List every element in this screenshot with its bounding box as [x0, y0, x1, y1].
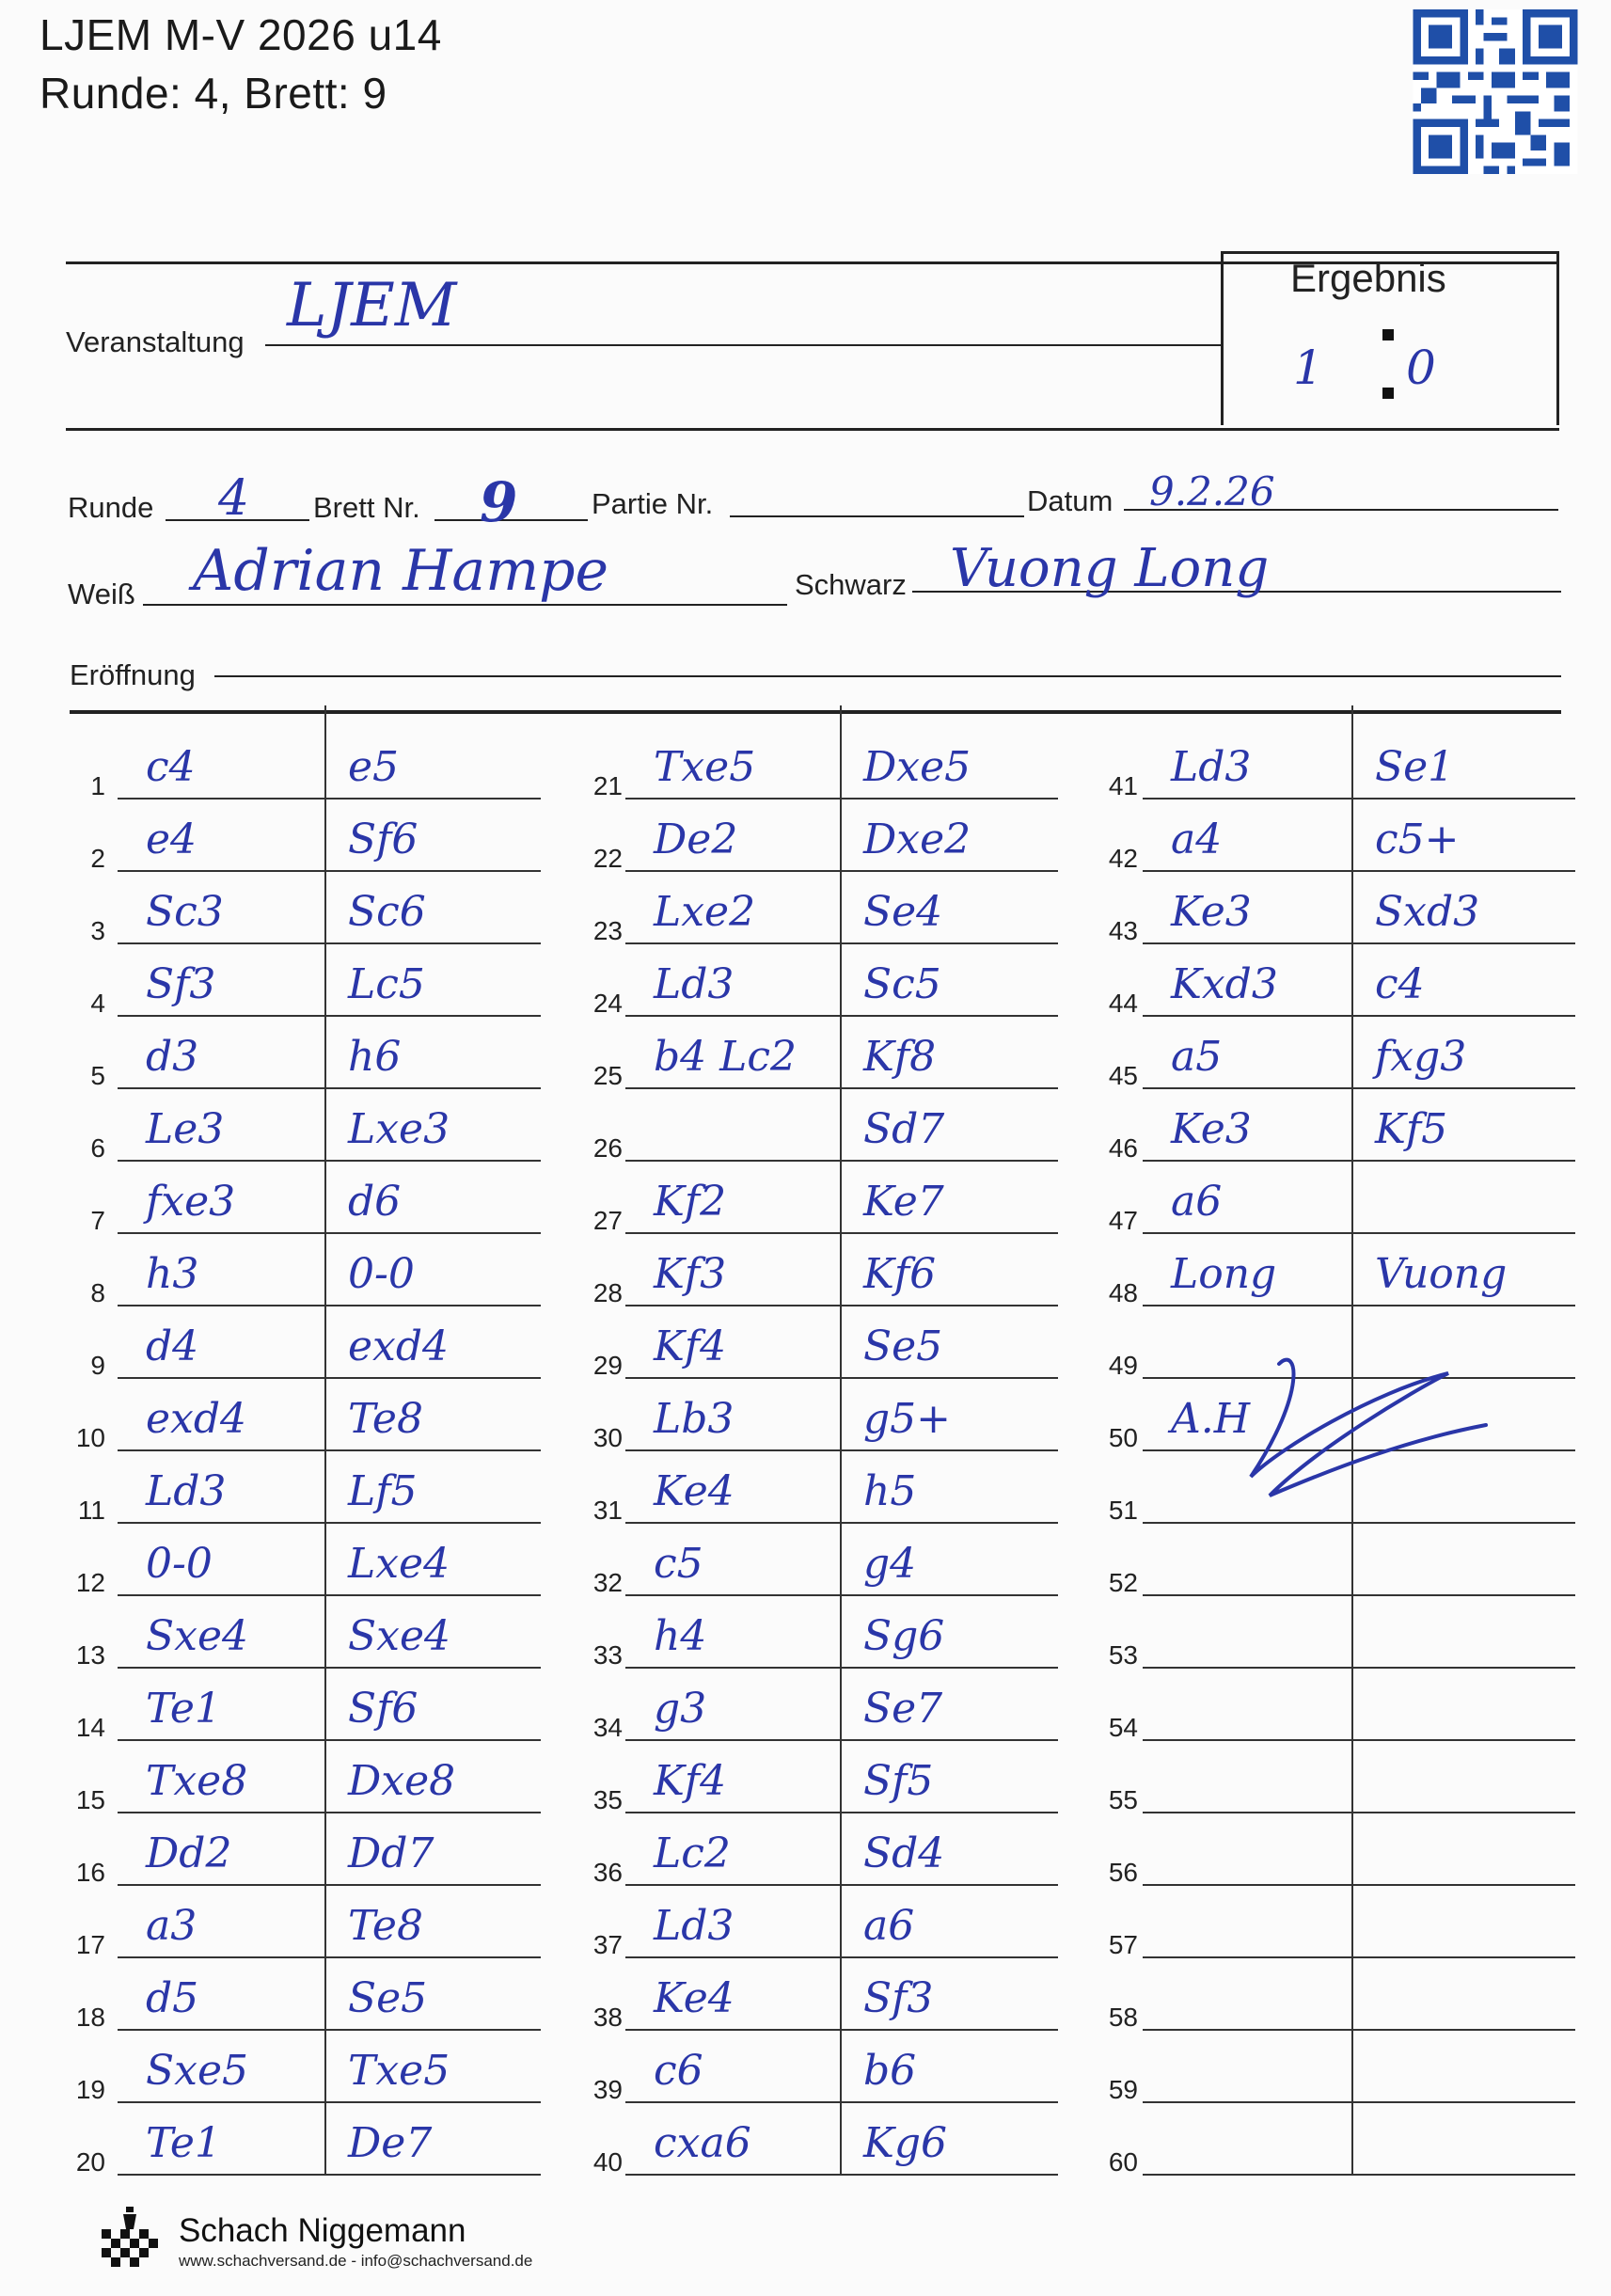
move-number: 25: [592, 1061, 623, 1090]
move-number: 37: [592, 1930, 623, 1959]
white-move[interactable]: Ke3: [1171, 888, 1252, 936]
move-underline: [1143, 2101, 1575, 2103]
move-underline: [625, 1305, 1058, 1306]
white-move[interactable]: Long: [1171, 1250, 1277, 1298]
black-move[interactable]: d6: [348, 1178, 402, 1226]
white-move[interactable]: Kf3: [654, 1250, 727, 1298]
move-number: 29: [592, 1351, 623, 1380]
black-player-name[interactable]: Vuong Long: [950, 538, 1270, 599]
black-move[interactable]: Sf5: [863, 1757, 934, 1805]
move-underline: [118, 1015, 541, 1017]
move-underline: [625, 1594, 1058, 1596]
white-move[interactable]: Sxe5: [146, 2047, 248, 2095]
move-underline: [118, 1160, 541, 1162]
move-number: 51: [1108, 1496, 1138, 1525]
white-move[interactable]: a3: [146, 1902, 197, 1950]
result-colon: [1382, 329, 1394, 340]
move-column-divider: [324, 705, 326, 2174]
white-move[interactable]: Te1: [146, 1685, 221, 1733]
move-number: 46: [1108, 1133, 1138, 1163]
black-move[interactable]: Sf3: [863, 1974, 934, 2022]
black-move[interactable]: De7: [348, 2119, 433, 2167]
white-move[interactable]: Ke4: [654, 1974, 734, 2022]
white-move[interactable]: Lb3: [654, 1395, 734, 1443]
move-underline: [625, 1956, 1058, 1958]
white-move[interactable]: a5: [1171, 1033, 1223, 1081]
white-move[interactable]: d4: [146, 1322, 199, 1370]
black-move[interactable]: Kf5: [1375, 1105, 1448, 1153]
black-move[interactable]: g5+: [863, 1395, 952, 1443]
move-number: 27: [592, 1206, 623, 1235]
move-underline: [625, 1377, 1058, 1379]
move-underline: [625, 1884, 1058, 1886]
move-number: 57: [1108, 1930, 1138, 1959]
move-number: 50: [1108, 1423, 1138, 1452]
move-number: 55: [1108, 1785, 1138, 1814]
white-move[interactable]: A.H: [1171, 1395, 1251, 1443]
black-move[interactable]: Sf6: [348, 815, 419, 863]
move-number: 19: [75, 2075, 105, 2104]
move-number: 38: [592, 2003, 623, 2032]
move-number: 20: [75, 2147, 105, 2177]
black-move[interactable]: Kf6: [863, 1250, 937, 1298]
move-number: 4: [90, 989, 105, 1018]
move-number: 47: [1108, 1206, 1138, 1235]
white-move[interactable]: exd4: [146, 1395, 247, 1443]
move-underline: [625, 2174, 1058, 2176]
result-box-left: [1221, 251, 1224, 425]
moves-top-rule: [70, 710, 1561, 714]
black-move[interactable]: Sc6: [348, 888, 426, 936]
move-underline: [1143, 1087, 1575, 1089]
move-number: 9: [90, 1351, 105, 1380]
black-move[interactable]: h5: [863, 1467, 917, 1515]
black-move[interactable]: Sd4: [863, 1829, 945, 1877]
black-move[interactable]: 0-0: [348, 1250, 415, 1298]
move-number: 33: [592, 1640, 623, 1670]
move-underline: [118, 1377, 541, 1379]
white-move[interactable]: c6: [654, 2047, 703, 2095]
white-move[interactable]: fxe3: [146, 1178, 236, 1226]
white-label: Weiß: [68, 578, 135, 610]
white-move[interactable]: Lc2: [654, 1829, 731, 1877]
board-value[interactable]: 9: [480, 470, 518, 534]
move-underline: [118, 1522, 541, 1524]
white-move[interactable]: Kf4: [654, 1322, 727, 1370]
move-number: 54: [1108, 1713, 1138, 1742]
move-number: 44: [1108, 989, 1138, 1018]
round-value[interactable]: 4: [218, 470, 250, 527]
move-underline: [118, 1305, 541, 1306]
black-move[interactable]: Sf6: [348, 1685, 419, 1733]
move-number: 45: [1108, 1061, 1138, 1090]
white-move[interactable]: Txe8: [146, 1757, 248, 1805]
move-underline: [625, 870, 1058, 872]
move-underline: [1143, 1667, 1575, 1669]
event-line: [265, 344, 1221, 346]
white-move[interactable]: Lxe2: [654, 888, 756, 936]
move-number: 5: [90, 1061, 105, 1090]
white-move[interactable]: Ke4: [654, 1467, 734, 1515]
board-label: Brett Nr.: [313, 491, 420, 524]
move-underline: [118, 870, 541, 872]
white-move[interactable]: h4: [654, 1612, 707, 1660]
opening-label: Eröffnung: [70, 658, 196, 691]
white-move[interactable]: Ld3: [146, 1467, 227, 1515]
black-move[interactable]: Ke7: [863, 1178, 944, 1226]
move-number: 36: [592, 1858, 623, 1887]
move-underline: [1143, 870, 1575, 872]
move-underline: [1143, 1884, 1575, 1886]
black-move[interactable]: c4: [1375, 960, 1425, 1008]
black-move[interactable]: Vuong: [1375, 1250, 1508, 1298]
move-number: 28: [592, 1278, 623, 1307]
move-underline: [1143, 1305, 1575, 1306]
brand-contact: www.schachversand.de - info@schachversand.de: [179, 2252, 533, 2270]
black-move[interactable]: Sg6: [863, 1612, 945, 1660]
black-move[interactable]: Sd7: [863, 1105, 945, 1153]
move-underline: [1143, 798, 1575, 800]
move-underline: [625, 942, 1058, 944]
move-number: 53: [1108, 1640, 1138, 1670]
black-move[interactable]: Lxe3: [348, 1105, 450, 1153]
move-column-divider: [840, 705, 842, 2174]
move-number: 6: [90, 1133, 105, 1163]
black-move[interactable]: Dxe2: [863, 815, 971, 863]
white-move[interactable]: 0-0: [146, 1540, 213, 1588]
move-underline: [118, 2029, 541, 2031]
date-value[interactable]: 9.2.26: [1149, 468, 1275, 515]
black-move[interactable]: a6: [863, 1902, 915, 1950]
white-move[interactable]: h3: [146, 1250, 199, 1298]
move-number: 16: [75, 1858, 105, 1887]
white-move[interactable]: Kf4: [654, 1757, 727, 1805]
move-number: 39: [592, 2075, 623, 2104]
move-number: 12: [75, 1568, 105, 1597]
result-label: Ergebnis: [1290, 256, 1446, 300]
move-number: 48: [1108, 1278, 1138, 1307]
move-underline: [625, 2029, 1058, 2031]
move-number: 41: [1108, 771, 1138, 800]
move-number: 52: [1108, 1568, 1138, 1597]
event-label: Veranstaltung: [66, 325, 245, 358]
move-number: 26: [592, 1133, 623, 1163]
game-line: [730, 515, 1024, 517]
white-move[interactable]: Ld3: [654, 960, 734, 1008]
result-box-right: [1556, 251, 1559, 425]
white-move[interactable]: Sc3: [146, 888, 224, 936]
move-underline: [625, 1449, 1058, 1451]
move-number: 11: [77, 1496, 105, 1525]
black-move[interactable]: c5+: [1375, 815, 1460, 863]
move-number: 56: [1108, 1858, 1138, 1887]
move-underline: [118, 1594, 541, 1596]
date-label: Datum: [1027, 484, 1113, 517]
black-move[interactable]: Txe5: [348, 2047, 450, 2095]
result-box-top: [1221, 251, 1559, 254]
move-underline: [625, 1522, 1058, 1524]
white-move[interactable]: a6: [1171, 1178, 1223, 1226]
move-underline: [625, 1160, 1058, 1162]
move-number: 40: [592, 2147, 623, 2177]
move-underline: [1143, 942, 1575, 944]
white-move[interactable]: d3: [146, 1033, 199, 1081]
white-move[interactable]: e4: [146, 815, 197, 863]
white-player-name[interactable]: Adrian Hampe: [193, 538, 609, 604]
move-underline: [625, 1015, 1058, 1017]
signature-scribble: [1129, 1336, 1505, 1505]
white-move[interactable]: Ld3: [1171, 743, 1252, 791]
move-number: 49: [1108, 1351, 1138, 1380]
white-move[interactable]: Ke3: [1171, 1105, 1252, 1153]
move-number: 22: [592, 844, 623, 873]
move-underline: [625, 798, 1058, 800]
black-move[interactable]: Sc5: [863, 960, 941, 1008]
chess-board-logo-icon: [92, 2201, 167, 2276]
move-number: 31: [592, 1496, 623, 1525]
move-underline: [118, 1884, 541, 1886]
move-underline: [118, 2101, 541, 2103]
move-number: 10: [75, 1423, 105, 1452]
move-underline: [625, 1667, 1058, 1669]
move-number: 13: [75, 1640, 105, 1670]
round-label: Runde: [68, 491, 154, 524]
black-move[interactable]: Se4: [863, 888, 943, 936]
white-move[interactable]: d5: [146, 1974, 199, 2022]
black-move[interactable]: Se7: [863, 1685, 943, 1733]
move-underline: [118, 1449, 541, 1451]
move-underline: [1143, 1522, 1575, 1524]
move-number: 21: [592, 771, 623, 800]
event-value[interactable]: LJEM: [287, 271, 457, 340]
black-move[interactable]: Se1: [1375, 743, 1455, 791]
black-move[interactable]: exd4: [348, 1322, 450, 1370]
move-number: 8: [90, 1278, 105, 1307]
move-number: 30: [592, 1423, 623, 1452]
result-black[interactable]: 0: [1406, 340, 1436, 395]
move-underline: [1143, 1739, 1575, 1741]
move-number: 17: [75, 1930, 105, 1959]
black-move[interactable]: Te8: [348, 1902, 423, 1950]
move-underline: [118, 2174, 541, 2176]
move-underline: [625, 1232, 1058, 1234]
move-number: 43: [1108, 916, 1138, 945]
move-underline: [1143, 2029, 1575, 2031]
move-underline: [118, 1232, 541, 1234]
black-move[interactable]: Lf5: [348, 1467, 418, 1515]
move-underline: [118, 798, 541, 800]
white-line: [143, 604, 787, 606]
result-colon: [1382, 388, 1394, 399]
black-move[interactable]: Dxe5: [863, 743, 971, 791]
move-underline: [1143, 1160, 1575, 1162]
move-number: 23: [592, 916, 623, 945]
black-move[interactable]: Kf8: [863, 1033, 937, 1081]
move-number: 35: [592, 1785, 623, 1814]
black-move[interactable]: e5: [348, 743, 400, 791]
move-number: 1: [90, 771, 105, 800]
move-number: 32: [592, 1568, 623, 1597]
result-box-bottom: [66, 428, 1559, 431]
move-underline: [1143, 1232, 1575, 1234]
move-underline: [625, 1812, 1058, 1813]
brand-name: Schach Niggemann: [179, 2212, 466, 2249]
move-number: 24: [592, 989, 623, 1018]
black-move[interactable]: Te8: [348, 1395, 423, 1443]
move-number: 15: [75, 1785, 105, 1814]
move-underline: [118, 1667, 541, 1669]
move-number: 3: [90, 916, 105, 945]
qr-code-icon: [1411, 9, 1580, 174]
move-underline: [1143, 1956, 1575, 1958]
white-move[interactable]: cxa6: [654, 2119, 751, 2167]
move-number: 14: [75, 1713, 105, 1742]
white-move[interactable]: Kxd3: [1171, 960, 1278, 1008]
move-number: 58: [1108, 2003, 1138, 2032]
black-move[interactable]: Se5: [348, 1974, 428, 2022]
move-number: 18: [75, 2003, 105, 2032]
black-move[interactable]: Kg6: [863, 2119, 948, 2167]
white-move[interactable]: c4: [146, 743, 196, 791]
move-underline: [118, 1739, 541, 1741]
move-number: 59: [1108, 2075, 1138, 2104]
white-move[interactable]: Dd2: [146, 1829, 232, 1877]
white-move[interactable]: Kf2: [654, 1178, 727, 1226]
page-title: LJEM M-V 2026 u14: [39, 10, 442, 59]
white-move[interactable]: Te1: [146, 2119, 221, 2167]
move-underline: [1143, 1015, 1575, 1017]
move-underline: [1143, 1812, 1575, 1813]
black-move[interactable]: Sxd3: [1375, 888, 1480, 936]
black-move[interactable]: g4: [863, 1540, 917, 1588]
black-move[interactable]: Lc5: [348, 960, 425, 1008]
black-move[interactable]: Sxe4: [348, 1612, 450, 1660]
move-underline: [625, 1087, 1058, 1089]
black-move[interactable]: h6: [348, 1033, 402, 1081]
white-move[interactable]: Sf3: [146, 960, 216, 1008]
move-underline: [118, 1956, 541, 1958]
move-underline: [625, 1739, 1058, 1741]
white-move[interactable]: Txe5: [654, 743, 756, 791]
move-underline: [1143, 2174, 1575, 2176]
move-underline: [118, 1087, 541, 1089]
black-move[interactable]: fxg3: [1375, 1033, 1467, 1081]
move-number: 42: [1108, 844, 1138, 873]
white-move[interactable]: Ld3: [654, 1902, 734, 1950]
black-move[interactable]: Se5: [863, 1322, 943, 1370]
white-move[interactable]: c5: [654, 1540, 703, 1588]
move-number: 34: [592, 1713, 623, 1742]
white-move[interactable]: a4: [1171, 815, 1223, 863]
result-white[interactable]: 1: [1293, 340, 1323, 395]
move-number: 60: [1108, 2147, 1138, 2177]
white-move[interactable]: De2: [654, 815, 738, 863]
black-label: Schwarz: [795, 568, 907, 601]
white-move[interactable]: g3: [654, 1685, 707, 1733]
move-underline: [118, 942, 541, 944]
game-label: Partie Nr.: [592, 487, 714, 520]
black-move[interactable]: Dxe8: [348, 1757, 456, 1805]
white-move[interactable]: b4 Lc2: [654, 1033, 798, 1081]
opening-line: [214, 675, 1561, 677]
page-subtitle: Runde: 4, Brett: 9: [39, 69, 387, 118]
black-move[interactable]: Lxe4: [348, 1540, 450, 1588]
move-underline: [118, 1812, 541, 1813]
black-move[interactable]: b6: [863, 2047, 917, 2095]
white-move[interactable]: Sxe4: [146, 1612, 248, 1660]
move-number: 2: [90, 844, 105, 873]
move-underline: [625, 2101, 1058, 2103]
move-number: 7: [90, 1206, 105, 1235]
move-underline: [1143, 1594, 1575, 1596]
black-move[interactable]: Dd7: [348, 1829, 434, 1877]
white-move[interactable]: Le3: [146, 1105, 225, 1153]
